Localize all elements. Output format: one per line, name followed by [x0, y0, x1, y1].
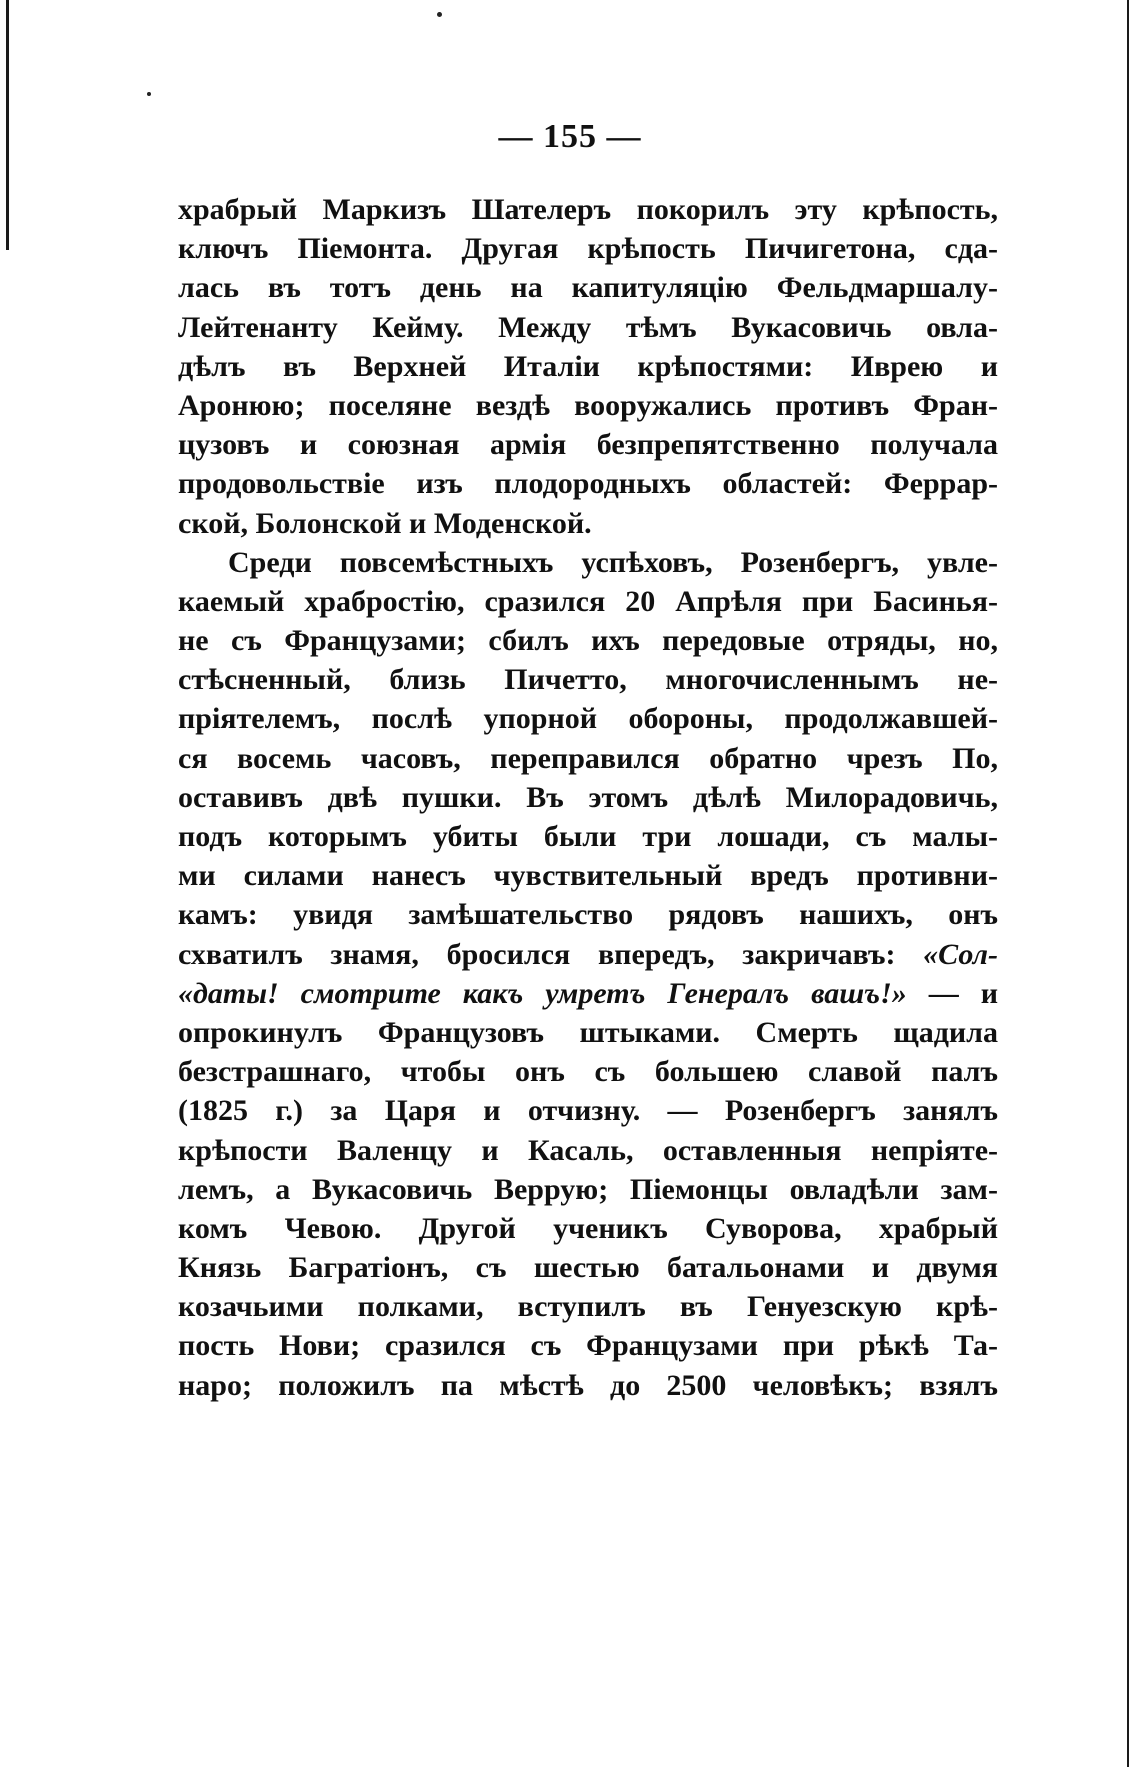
text-line: дѣлъ въ Верхней Италіи крѣпостями: Иврею и — [178, 349, 998, 383]
text-line: (1825 г.) за Царя и отчизну. — Розенбергъ занялъ — [178, 1094, 998, 1128]
scan-right-edge — [1127, 0, 1129, 1767]
text-line: наро; положилъ па мѣстѣ до 2500 человѣкъ; взялъ — [178, 1368, 998, 1402]
scan-speck — [437, 12, 442, 17]
text-line-quote-start — [178, 935, 998, 974]
text-line: ключъ Піемонта. Другая крѣпость Пичигетона, сда- — [178, 232, 998, 266]
text-line: лась въ тотъ день на капитуляцію Фельдмаршалу- — [178, 271, 998, 305]
paragraph-1 — [178, 190, 998, 543]
text-line: пріятелемъ, послѣ упорной обороны, продолжавшей- — [178, 702, 998, 736]
paragraph-2 — [178, 543, 998, 1405]
text-line: опрокинулъ Французовъ штыками. Смерть щадила — [178, 1015, 998, 1049]
text-line: подъ которымъ убиты были три лошади, съ малы- — [178, 820, 998, 853]
text-segment: схватилъ знамя, бросился впередъ, закричавъ: — [178, 937, 896, 971]
text-line: комъ Чевою. Другой ученикъ Суворова, храбрый — [178, 1211, 998, 1245]
quote-segment: «Сол- — [923, 937, 998, 971]
text-line: цузовъ и союзная армія безпрепятственно получала — [178, 428, 998, 462]
scan-speck — [147, 92, 151, 96]
text-line: козачьими полками, вступилъ въ Генуезскую крѣ- — [178, 1290, 998, 1324]
text-line: Среди повсемѣстныхъ успѣховъ, Розенбергъ, увле- — [228, 545, 998, 579]
text-line: безстрашнаго, чтобы онъ съ большею славой палъ — [178, 1055, 998, 1089]
text-line: пость Нови; сразился съ Французами при рѣкѣ Та- — [178, 1329, 998, 1363]
text-line: камъ: увидя замѣшательство рядовъ нашихъ, онъ — [178, 898, 998, 932]
text-line: крѣпости Валенцу и Касаль, оставленныя непріяте- — [178, 1133, 998, 1167]
page-number: — 155 — — [498, 118, 642, 155]
text-line: лемъ, а Вукасовичь Веррую; Піемонцы овладѣли зам- — [178, 1172, 998, 1206]
text-line-quote-end — [178, 974, 998, 1013]
text-line: Аронюю; поселяне вездѣ вооружались противъ Фран- — [178, 388, 998, 422]
text-line: храбрый Маркизъ Шателеръ покорилъ эту крѣпость, — [178, 193, 998, 226]
text-line: оставивъ двѣ пушки. Въ этомъ дѣлѣ Милорадовичь, — [178, 780, 998, 814]
text-line: ся восемь часовъ, переправился обратно чрезъ По, — [178, 741, 998, 775]
text-line: не съ Французами; сбилъ ихъ передовые отряды, но, — [178, 624, 998, 658]
text-line: каемый храбростію, сразился 20 Апрѣля при Басинья- — [178, 584, 998, 618]
body-text — [178, 190, 998, 1405]
text-line: Лейтенанту Кейму. Между тѣмъ Вукасовичь овла- — [178, 310, 998, 344]
text-line: ми силами нанесъ чувствительный вредъ противни- — [178, 859, 998, 893]
text-line: стѣсненный, близь Пичетто, многочисленнымъ не- — [178, 663, 998, 697]
text-line: продовольствіе изъ плодородныхъ областей: Феррар- — [178, 467, 998, 501]
text-segment: — и — [928, 976, 998, 1010]
text-line: Князь Багратіонъ, съ шестью батальонами и двумя — [178, 1251, 998, 1285]
text-line: ской, Болонской и Моденской. — [178, 506, 592, 540]
quote-segment: «даты! смотрите какъ умретъ Генералъ вашъ!» — [178, 976, 907, 1010]
